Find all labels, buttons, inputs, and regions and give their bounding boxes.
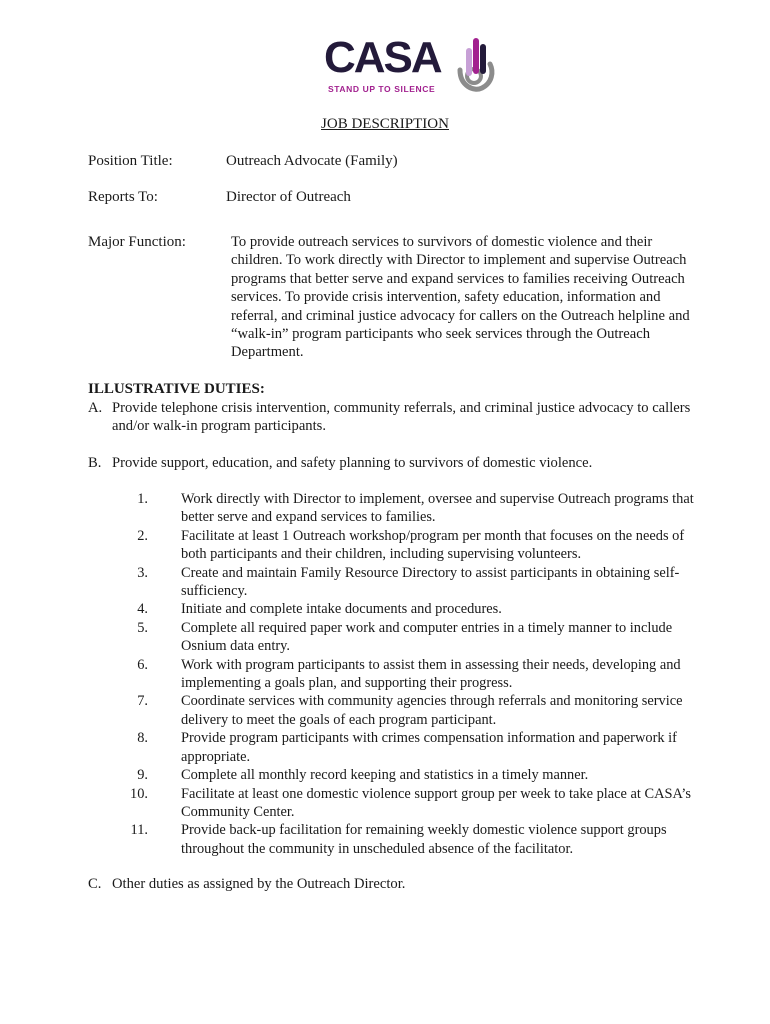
duty-a-letter: A. (88, 400, 103, 416)
duty-c (88, 875, 708, 893)
list-item-text: Create and maintain Family Resource Directory to assist participants in obtaining self-sufficiency. (181, 564, 680, 600)
duty-c-text: Other duties as assigned by the Outreach Director. (112, 876, 406, 892)
list-item (88, 656, 708, 693)
list-item-text: Complete all required paper work and computer entries in a timely manner to include Osnium data entry. (181, 619, 673, 655)
list-item (88, 821, 708, 858)
duty-list (88, 490, 708, 858)
list-item (88, 527, 708, 564)
duty-b (88, 454, 708, 472)
reports-to-label: Reports To: (88, 189, 158, 205)
raised-hand-icon (454, 34, 496, 94)
position-title-value: Outreach Advocate (Family) (226, 153, 398, 169)
list-item-number: 4. (137, 601, 148, 618)
list-item (88, 785, 708, 822)
list-item (88, 619, 708, 656)
duty-c-letter: C. (88, 876, 102, 892)
list-item-number: 11. (130, 822, 148, 839)
list-item (88, 564, 708, 601)
major-function-label: Major Function: (88, 234, 186, 250)
list-item-number: 5. (137, 619, 148, 636)
list-item-number: 8. (137, 730, 148, 747)
list-item-number: 10. (130, 785, 148, 802)
casa-logo (320, 34, 500, 100)
list-item (88, 490, 708, 527)
logo-tagline: STAND UP TO SILENCE (328, 84, 436, 94)
illustrative-duties-heading: ILLUSTRATIVE DUTIES: (88, 381, 265, 397)
document-title: JOB DESCRIPTION (321, 116, 449, 132)
duty-b-text: Provide support, education, and safety planning to survivors of domestic violence. (112, 455, 593, 471)
list-item-text: Coordinate services with community agencies through referrals and monitoring service delivery to meet the goals of each program participant. (181, 693, 683, 728)
list-item-text: Facilitate at least one domestic violence support group per week to take place at CASA’s Community Center. (181, 785, 691, 820)
list-item (88, 729, 708, 766)
duty-a (88, 399, 708, 436)
list-item-number: 3. (137, 564, 148, 581)
list-item-number: 6. (137, 656, 148, 673)
list-item-number: 9. (137, 767, 148, 784)
list-item (88, 692, 708, 729)
list-item-text: Provide program participants with crimes compensation information and paperwork if appropriate. (181, 730, 677, 765)
list-item-text: Provide back-up facilitation for remaining weekly domestic violence support groups throughout the community in unscheduled absence of the facilitator. (181, 822, 667, 857)
major-function-text: To provide outreach services to survivors of domestic violence and their children. To work directly with Director to implement and supervise Outreach programs that better serve and expand services to families receiving Outreach services. To provide crisis intervention, safety education, information and referral, and criminal justice advocacy for callers on the Outreach helpline and “walk-in” program participants who seek services through the Outreach Department. (231, 234, 690, 361)
reports-to-value: Director of Outreach (226, 189, 351, 205)
list-item (88, 766, 708, 784)
duty-b-letter: B. (88, 455, 102, 471)
list-item-text: Facilitate at least 1 Outreach workshop/program per month that focuses on the needs of both participants and their children, including supervising volunteers. (181, 527, 685, 563)
list-item-text: Work directly with Director to implement, oversee and supervise Outreach programs that better serve and expand services to families. (181, 491, 694, 526)
position-title-label: Position Title: (88, 153, 173, 169)
list-item-number: 7. (137, 693, 148, 710)
list-item-text: Complete all monthly record keeping and statistics in a timely manner. (181, 767, 589, 784)
duty-a-text: Provide telephone crisis intervention, community referrals, and criminal justice advocacy to callers and/or walk-in program participants. (112, 400, 691, 435)
logo-wordmark: CASA (324, 33, 441, 82)
list-item-number: 2. (137, 527, 148, 544)
list-item (88, 600, 708, 618)
list-item-number: 1. (137, 491, 148, 507)
list-item-text: Initiate and complete intake documents and procedures. (181, 601, 502, 618)
list-item-text: Work with program participants to assist them in assessing their needs, developing and implementing a goals plan, and supporting their progress. (181, 656, 681, 692)
